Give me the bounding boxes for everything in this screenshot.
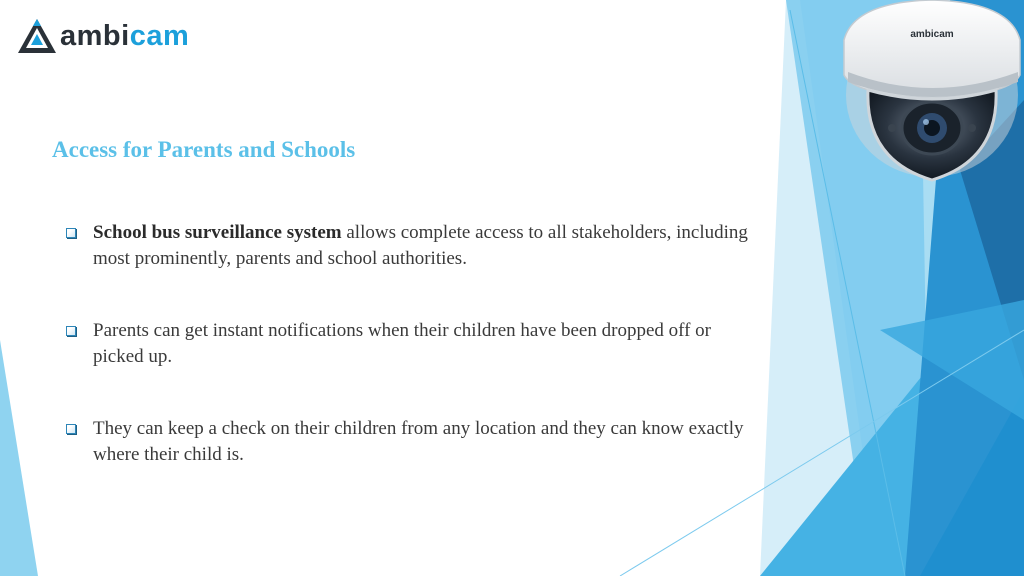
slide-title: Access for Parents and Schools xyxy=(52,137,356,162)
logo-text xyxy=(60,19,190,52)
ambicam-logo-icon xyxy=(18,19,56,53)
bullet-text: allows complete access to all stakeholders, including most prominently, parents and school authorities. xyxy=(93,222,748,269)
ambicam-logo[interactable] xyxy=(18,16,189,56)
square-bullet-icon xyxy=(66,424,76,434)
logo-text-cam: cam xyxy=(129,19,190,52)
dome-camera-icon xyxy=(834,0,1024,185)
bullet-list xyxy=(62,220,762,514)
bullet-text: Parents can get instant notifications when their children have been dropped off or picked up. xyxy=(93,320,712,367)
square-bullet-icon xyxy=(66,228,76,238)
logo-text-ambi: ambi xyxy=(60,19,130,52)
bullet-bold-text: School bus surveillance system xyxy=(93,222,342,243)
square-bullet-icon xyxy=(66,326,76,336)
bullet-text: They can keep a check on their children from any location and they can know exactly where their child is. xyxy=(93,418,744,465)
left-accent-shape xyxy=(0,340,38,576)
camera-brand-label: ambicam xyxy=(910,29,954,40)
bullet-item xyxy=(62,318,762,370)
bullet-item xyxy=(62,220,762,272)
bullet-item xyxy=(62,416,762,468)
